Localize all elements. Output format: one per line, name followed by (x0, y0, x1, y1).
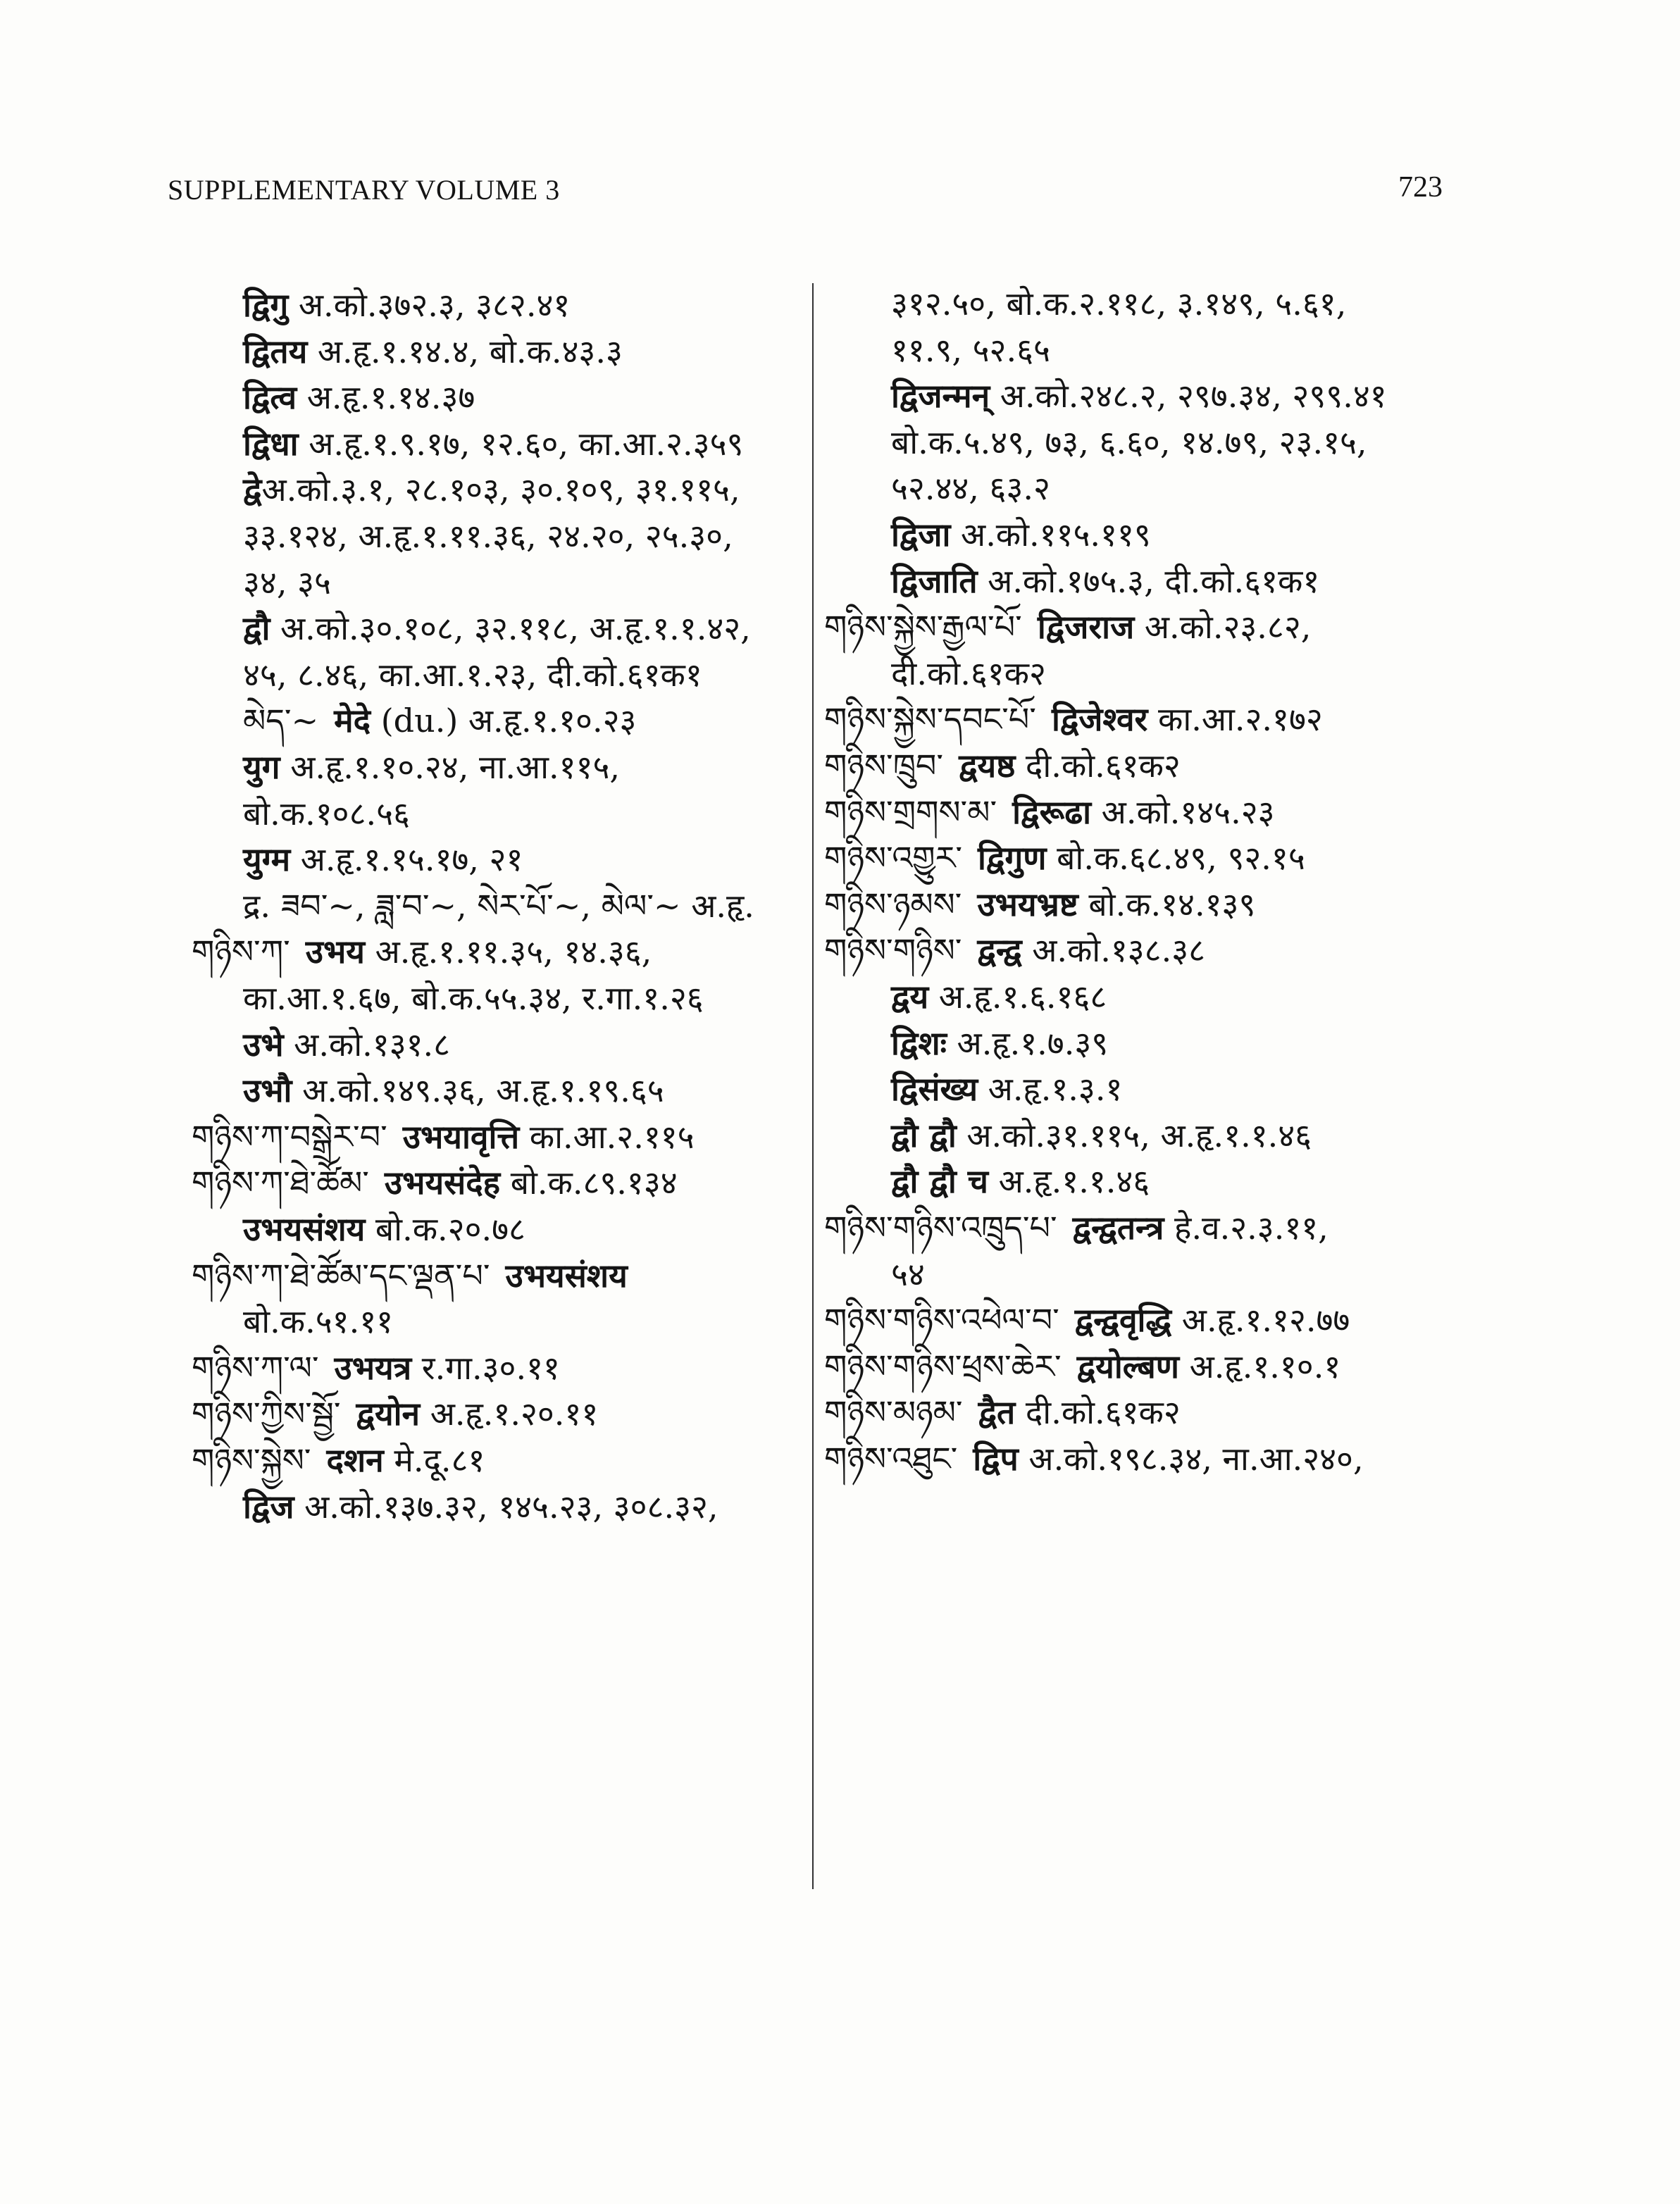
citation: अ.हृ.१.१०.२४, ना.आ.११५, (280, 748, 621, 786)
entry-line (891, 423, 1367, 462)
entry-line (891, 330, 1050, 370)
entry-line (243, 747, 620, 787)
sanskrit-term: मेदे (334, 702, 371, 740)
sanskrit-term: उभयसंदेह (384, 1164, 501, 1202)
citation: द्र. ཟབ་~, ཟླ་བ་~, སེར་པོ་~, མེལ་~ अ.हृ. (243, 887, 754, 925)
entry-line (824, 1439, 1364, 1478)
citation: का.आ.१.६७, बो.क.५५.३४, र.गा.१.२६ (243, 979, 704, 1017)
sanskrit-term: उभयत्र (334, 1349, 412, 1387)
entry-line (243, 1302, 393, 1341)
entry-line (824, 792, 1275, 832)
citation: दी.को.६१क२ (1015, 1393, 1181, 1431)
tibetan-headword: གཉིས་སྐྱེས་དབང་པོ་ (824, 700, 1036, 738)
citation: अ.हृ.१.१२.७७ (1171, 1301, 1350, 1339)
entry-line (824, 1393, 1181, 1432)
entry-line (891, 1162, 1150, 1201)
entry-line (243, 516, 733, 556)
citation: अ.हृ.१.१५.१७, २१ (290, 840, 523, 878)
sanskrit-term: उभयभ्रष्ट (977, 885, 1078, 923)
sanskrit-term: द्विजाति (891, 562, 978, 600)
running-title: SUPPLEMENTARY VOLUME 3 (168, 174, 560, 206)
entry-line (192, 1440, 485, 1480)
entry-line (243, 378, 475, 417)
entry-line (192, 1117, 695, 1157)
tibetan-headword: གཉིས་གཉིས་འཕེལ་བ་ (824, 1301, 1059, 1339)
sanskrit-term: द्वयष्ठ (959, 747, 1016, 785)
citation: ११.९, ५२.६५ (891, 331, 1050, 369)
entry-line (891, 977, 1107, 1016)
entry-line (891, 1023, 1108, 1063)
entry-line (192, 932, 652, 971)
citation: अ.को.१७५.३, दी.को.६१क१ (977, 562, 1320, 600)
citation: बो.क.२०.७८ (365, 1210, 525, 1248)
entry-line (243, 563, 331, 602)
entry-line (824, 1347, 1340, 1386)
entry-line (243, 1209, 525, 1249)
entry-line (243, 1487, 718, 1526)
tibetan-headword: གཉིས་ཀ་ (192, 933, 290, 971)
page-number: 723 (1398, 171, 1443, 204)
citation: का.आ.२.११५ (519, 1118, 695, 1156)
citation: दी.को.६१क२ (891, 654, 1046, 692)
sanskrit-term: द्विसंख्य (891, 1070, 978, 1108)
citation: बो.क.१४.१३९ (1078, 885, 1256, 923)
entry-line (891, 468, 1050, 508)
sanskrit-term: द्वन्द्व (977, 931, 1022, 969)
sanskrit-term: द्वन्द्वतन्त्र (1072, 1209, 1164, 1247)
tibetan-headword: གཉིས་འགྱུར་ (824, 839, 963, 877)
entry-line (891, 515, 1151, 554)
citation: अ.हृ.१.२०.११ (420, 1395, 599, 1433)
citation: बो.क.१०८.५६ (243, 795, 410, 833)
tibetan-headword: གཉིས་ཀྱིས་སྦྱོ་ (192, 1395, 341, 1433)
entry-line (192, 1163, 678, 1202)
citation: दी.को.६१क२ (1015, 747, 1181, 785)
citation: अ.को.११५.११९ (950, 516, 1151, 554)
sanskrit-term: द्विगुण (978, 839, 1047, 877)
sanskrit-term: उभौ (243, 1071, 292, 1109)
entry-line (243, 609, 751, 648)
sanskrit-term: द्वय (891, 978, 929, 1016)
entry-line (891, 1116, 1312, 1155)
citation: हे.व.२.३.११, (1164, 1209, 1329, 1247)
entry-line (243, 978, 704, 1018)
sanskrit-term: उभे (243, 1026, 284, 1064)
citation: ३३.१२४, अ.हृ.१.११.३६, २४.२०, २५.३०, (243, 517, 733, 555)
tibetan-headword: གཉིས་གཉིས་ (824, 931, 962, 969)
entry-line (192, 1394, 598, 1433)
entry-line (243, 794, 410, 833)
entry-line (243, 470, 740, 509)
citation: अ.को.२३.८२, (1134, 608, 1312, 646)
sanskrit-term: द्विगु (243, 286, 289, 324)
tibetan-headword: གཉིས་ཀ་བསྒྲེར་བ་ (192, 1118, 387, 1156)
citation: अ.को.३१.११५, अ.हृ.१.१.४६ (956, 1116, 1312, 1154)
citation: बो.क.५१.११ (243, 1302, 394, 1340)
citation: अ.हृ.१.७.३९ (946, 1024, 1109, 1062)
entry-line (824, 838, 1305, 878)
entry-line (891, 376, 1387, 416)
entry-line (243, 655, 702, 695)
entry-line (243, 840, 523, 879)
entry-line (891, 561, 1319, 601)
entry-line (243, 332, 623, 371)
citation: मे.दू.८१ (383, 1441, 485, 1479)
citation: ४५, ८.४६, का.आ.१.२३, दी.को.६१क१ (243, 656, 702, 694)
entry-line (824, 607, 1311, 647)
citation: अ.हृ.१.१४.३७ (297, 378, 475, 416)
sanskrit-term: द्वितय (243, 332, 308, 371)
sanskrit-term: द्वौ द्वौ (891, 1116, 957, 1154)
citation: ५४ (891, 1255, 925, 1293)
citation: अ.को.१९८.३४, ना.आ.२४०, (1018, 1440, 1364, 1478)
entry-line (824, 885, 1255, 924)
sanskrit-term: द्वयोन (356, 1395, 421, 1433)
sanskrit-term: उभय (305, 933, 365, 971)
citation: र.गा.३०.११ (411, 1349, 560, 1387)
tibetan-headword: གཉིས་འཐུང་ (824, 1440, 958, 1478)
entry-line (243, 1071, 664, 1110)
tibetan-headword: མེད་~ (243, 702, 319, 740)
sanskrit-term: द्वौ (243, 609, 270, 647)
entry-line (243, 701, 636, 740)
citation: बो.क.६८.४९, ९२.१५ (1046, 839, 1305, 877)
sanskrit-term: युग (243, 748, 280, 786)
citation: ३४, ३५ (243, 564, 331, 602)
citation: ३१२.५०, बो.क.२.११८, ३.१४९, ५.६१, (891, 285, 1347, 323)
sanskrit-term: द्वे (243, 471, 262, 509)
sanskrit-term: उभयसंशय (243, 1210, 366, 1248)
entry-line (824, 746, 1181, 785)
sanskrit-term: द्विजा (891, 516, 951, 554)
sanskrit-term: उभयसंशय (505, 1257, 628, 1295)
citation: अ.को.२४८.२, २९७.३४, २९९.४१ (990, 377, 1387, 415)
citation: अ.हृ.१.९.१७, १२.६०, का.आ.२.३५९ (298, 425, 744, 463)
citation: बो.क.५.४९, ७३, ६.६०, १४.७९, २३.१५, (891, 423, 1367, 461)
tibetan-headword: གཉིས་ཁྲུབ་ (824, 747, 944, 785)
citation: अ.को.३.१, २८.१०३, ३०.१०९, ३१.११५, (261, 471, 740, 509)
entry-line (891, 1254, 925, 1294)
tibetan-headword: གཉིས་ཀ་ལ་ (192, 1349, 319, 1387)
sanskrit-term: द्वैत (978, 1393, 1016, 1431)
citation: बो.क.८९.१३४ (500, 1164, 678, 1202)
citation: अ.को.१४५.२३ (1091, 793, 1275, 831)
citation: अ.हृ.१.१४.४, बो.क.४३.३ (307, 332, 623, 371)
sanskrit-term: द्विजन्मन् (891, 377, 990, 415)
entry-line (192, 1348, 560, 1388)
tibetan-headword: གཉིས་སྐྱེས་ (192, 1441, 311, 1479)
tibetan-headword: གཉིས་སྐྱེས་རྒྱལ་པོ་ (824, 608, 1022, 646)
entry-line (824, 1300, 1350, 1340)
sanskrit-term: द्वन्द्ववृद्धि (1074, 1301, 1172, 1339)
sanskrit-term: उभयावृत्ति (402, 1118, 520, 1156)
citation: अ.हृ.१.११.३५, १४.३६, (364, 933, 652, 971)
entry-line (891, 654, 1046, 693)
tibetan-headword: གཉིས་གཉིས་ཕྲས་ཆེར་ (824, 1347, 1062, 1386)
citation: अ.हृ.१.१.४६ (988, 1162, 1150, 1200)
sanskrit-term: द्विजेश्वर (1051, 700, 1148, 738)
tibetan-headword: གཉིས་ཉམས་ (824, 885, 962, 923)
citation: का.आ.२.१७२ (1147, 700, 1323, 738)
sanskrit-term: द्वयोल्बण (1076, 1347, 1180, 1386)
entry-line (824, 1208, 1329, 1247)
citation: अ.को.१३८.३८ (1021, 931, 1206, 969)
entry-line (243, 424, 743, 463)
entry-line (891, 284, 1346, 323)
citation: अ.को.३०.१०८, ३२.११८, अ.हृ.१.१.४२, (270, 609, 751, 647)
entry-line (243, 285, 570, 325)
sanskrit-term: द्विशः (891, 1024, 947, 1062)
tibetan-headword: གཉིས་གྲགས་མ་ (824, 793, 997, 831)
sanskrit-term: द्विधा (243, 425, 299, 463)
citation: अ.को.१३७.३२, १४५.२३, ३०८.३२, (294, 1488, 718, 1526)
citation: अ.को.१४९.३६, अ.हृ.१.१९.६५ (292, 1071, 664, 1109)
sanskrit-term: द्वौ द्वौ च (891, 1162, 988, 1200)
citation: अ.हृ.१.३.१ (978, 1070, 1123, 1108)
citation: अ.को.३७२.३, ३८२.४१ (288, 286, 571, 324)
tibetan-headword: གཉིས་མཉམ་ (824, 1393, 963, 1431)
entry-line (243, 886, 754, 926)
citation: (du.) अ.हृ.१.१०.२३ (371, 702, 637, 740)
tibetan-headword: གཉིས་གཉིས་འཁྲུད་པ་ (824, 1209, 1057, 1247)
citation: ५२.४४, ६३.२ (891, 469, 1050, 507)
sanskrit-term: द्विप (973, 1440, 1019, 1478)
column-divider (812, 283, 814, 1889)
citation: अ.हृ.१.६.१६८ (928, 978, 1107, 1016)
sanskrit-term: द्विज (243, 1488, 294, 1526)
sanskrit-term: दशन (326, 1441, 384, 1479)
entry-line (824, 930, 1205, 970)
citation: अ.को.१३१.८ (283, 1026, 451, 1064)
sanskrit-term: द्वित्व (243, 378, 297, 416)
tibetan-headword: གཉིས་ཀ་ཐེ་ཚོམ་དང་ལྡན་པ་ (192, 1257, 490, 1295)
sanskrit-term: युग्म (243, 840, 291, 878)
sanskrit-term: द्विजराज (1037, 608, 1135, 646)
entry-line (824, 699, 1323, 739)
entry-line (192, 1256, 628, 1295)
entry-line (891, 1069, 1122, 1109)
tibetan-headword: གཉིས་ཀ་ཐེ་ཚོམ་ (192, 1164, 369, 1202)
sanskrit-term: द्विरूढा (1012, 793, 1092, 831)
citation: अ.हृ.१.१०.१ (1179, 1347, 1341, 1386)
entry-line (243, 1025, 450, 1064)
